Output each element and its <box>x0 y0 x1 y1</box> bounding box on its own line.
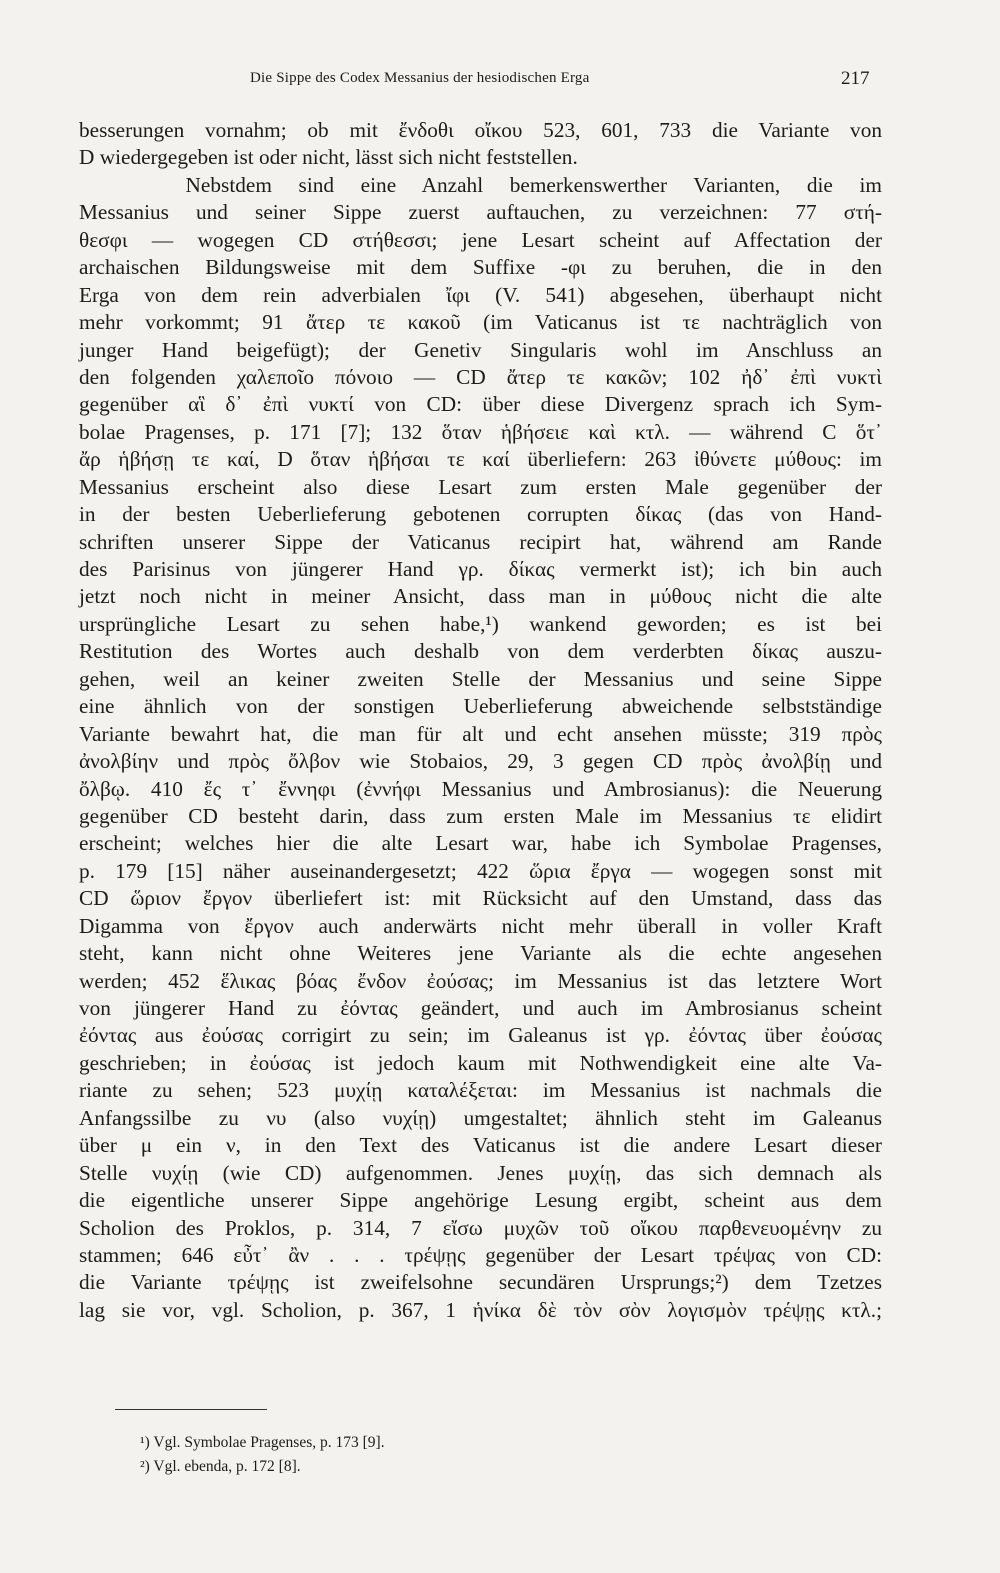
text-line: Restitution des Wortes auch deshalb von dem verderbten δίκας auszu- <box>79 639 882 664</box>
text-line: CD ὥριον ἔργον überliefert ist: mit Rücksicht auf den Umstand, dass das <box>79 886 882 911</box>
text-line: θεσφι — wogegen CD στήθεσσι; jene Lesart scheint auf Affectation der <box>79 227 882 252</box>
text-line: über μ ein ν, in den Text des Vaticanus ist die andere Lesart dieser <box>79 1133 882 1158</box>
text-line: jetzt noch nicht in meiner Ansicht, dass man in μύθους nicht die alte <box>79 584 882 609</box>
text-line: D wiedergegeben ist oder nicht, lässt sich nicht feststellen. <box>79 145 578 170</box>
text-line: p. 179 [15] näher auseinandergesetzt; 422 ὥρια ἔργα — wogegen sonst mit <box>79 858 882 883</box>
text-line: den folgenden χαλεποῖο πόνοιο — CD ἄτερ τε κακῶν; 102 ἠδ᾽ ἐπὶ νυκτὶ <box>79 364 882 389</box>
text-line: ἀνολβίην und πρὸς ὄλβον wie Stobaios, 29, 3 gegen CD πρὸς ἀνολβίῃ und <box>79 749 882 774</box>
text-line: Messanius erscheint also diese Lesart zum ersten Male gegenüber der <box>79 474 882 499</box>
text-line: Messanius und seiner Sippe zuerst auftauchen, zu verzeichnen: 77 στή- <box>79 200 882 225</box>
text-line: archaischen Bildungsweise mit dem Suffixe -φι zu beruhen, die in den <box>79 255 882 280</box>
text-line: Scholion des Proklos, p. 314, 7 εἴσω μυχῶν τοῦ οἴκου παρθενευομένην zu <box>79 1215 882 1240</box>
running-title: Die Sippe des Codex Messanius der hesiodischen Erga <box>250 70 590 86</box>
text-line: Digamma von ἔργον auch anderwärts nicht mehr überall in voller Kraft <box>79 913 882 938</box>
text-line: eine ähnlich von der sonstigen Ueberlieferung abweichende selbstständige <box>79 694 882 719</box>
text-line: gegenüber αἳ δ᾽ ἐπὶ νυκτί von CD: über diese Divergenz sprach ich Sym- <box>79 392 882 417</box>
text-line: mehr vorkommt; 91 ἄτερ τε κακοῦ (im Vaticanus ist τε nachträglich von <box>79 310 882 335</box>
text-line: besserungen vornahm; ob mit ἔνδοθι οἴκου 523, 601, 733 die Variante von <box>79 118 882 142</box>
text-line: bolae Pragenses, p. 171 [7]; 132 ὅταν ἡβήσειε καὶ κτλ. — während C ὅτ᾽ <box>79 419 882 444</box>
text-line: in der besten Ueberlieferung gebotenen corrupten δίκας (das von Hand- <box>79 502 882 527</box>
footnote: ¹) Vgl. Symbolae Pragenses, p. 173 [9]. <box>140 1434 385 1451</box>
text-line: junger Hand beigefügt); der Genetiv Singularis wohl im Anschluss an <box>79 337 882 362</box>
text-line: Nebstdem sind eine Anzahl bemerkenswerther Varianten, die im <box>79 172 882 197</box>
text-line: ursprüngliche Lesart zu sehen habe,¹) wankend geworden; es ist bei <box>79 611 882 636</box>
text-line: des Parisinus von jüngerer Hand γρ. δίκας vermerkt ist); ich bin auch <box>79 557 882 581</box>
text-line: ὄλβῳ. 410 ἔς τ᾽ ἔννηφι (ἐννήφι Messanius und Ambrosianus): die Neuerung <box>79 776 882 801</box>
text-line: gehen, weil an keiner zweiten Stelle der Messanius und seine Sippe <box>79 666 882 691</box>
text-line: erscheint; welches hier die alte Lesart war, habe ich Symbolae Pragenses, <box>79 831 882 856</box>
page-number: 217 <box>841 68 870 89</box>
text-line: ἐόντας aus ἐούσας corrigirt zu sein; im Galeanus ist γρ. ἐόντας über ἐούσας <box>79 1023 882 1048</box>
footnotes <box>140 1431 385 1479</box>
text-line: lag sie vor, vgl. Scholion, p. 367, 1 ἡνίκα δὲ τὸν σὸν λογισμὸν τρέψῃς κτλ.; <box>79 1297 882 1322</box>
text-line: die eigentliche unserer Sippe angehörige Lesung ergibt, scheint aus dem <box>79 1188 882 1213</box>
text-line: Erga von dem rein adverbialen ἴφι (V. 541) abgesehen, überhaupt nicht <box>79 282 882 307</box>
text-line: werden; 452 ἕλικας βόας ἔνδον ἐούσας; im Messanius ist das letztere Wort <box>79 968 882 993</box>
text-line: Anfangssilbe zu νυ (also νυχίῃ) umgestaltet; ähnlich steht im Galeanus <box>79 1105 882 1130</box>
text-line: riante zu sehen; 523 μυχίῃ καταλέξεται: im Messanius ist nachmals die <box>79 1078 882 1103</box>
text-line: geschrieben; in ἐούσας ist jedoch kaum mit Nothwendigkeit eine alte Va- <box>79 1050 882 1075</box>
text-line: steht, kann nicht ohne Weiteres jene Variante als die echte angesehen <box>79 941 882 966</box>
body-text <box>79 117 882 1324</box>
footnote: ²) Vgl. ebenda, p. 172 [8]. <box>140 1458 301 1475</box>
text-line: schriften unserer Sippe der Vaticanus recipirt hat, während am Rande <box>79 529 882 554</box>
text-line: stammen; 646 εὖτ᾽ ἂν . . . τρέψῃς gegenüber der Lesart τρέψας von CD: <box>79 1242 882 1267</box>
text-line: ἄρ ἡβήσῃ τε καί, D ὅταν ἡβήσαι τε καί überliefern: 263 ἰθύνετε μύθους: im <box>79 447 882 472</box>
text-line: die Variante τρέψῃς ist zweifelsohne secundären Ursprungs;²) dem Tzetzes <box>79 1270 882 1295</box>
text-line: Stelle νυχίῃ (wie CD) aufgenommen. Jenes μυχίῃ, das sich demnach als <box>79 1160 882 1185</box>
text-line: gegenüber CD besteht darin, dass zum ersten Male im Messanius τε elidirt <box>79 803 882 828</box>
footnote-divider <box>115 1409 267 1410</box>
text-line: von jüngerer Hand zu ἐόντας geändert, und auch im Ambrosianus scheint <box>79 996 882 1020</box>
text-line: Variante bewahrt hat, die man für alt und echt ansehen müsste; 319 πρὸς <box>79 721 882 746</box>
